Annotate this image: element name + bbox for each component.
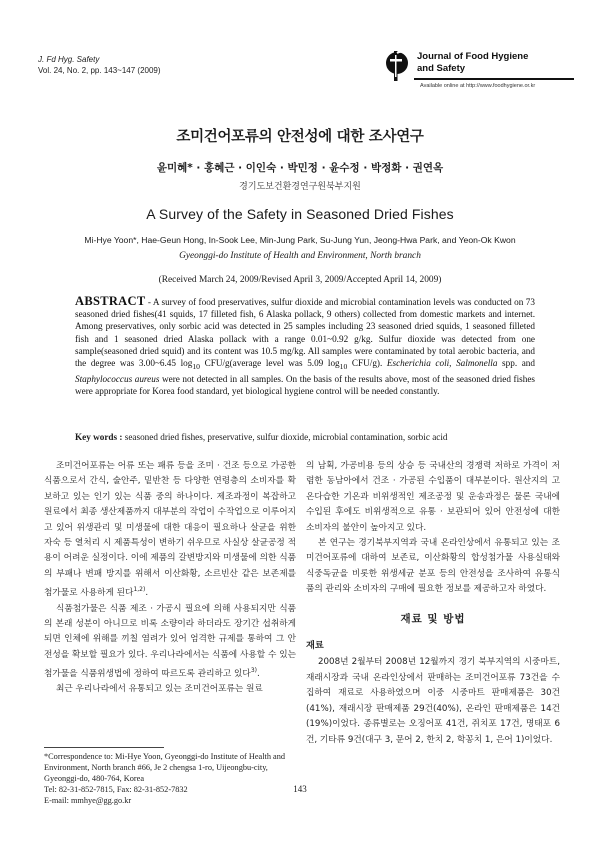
contact-phone: Tel: 82-31-852-7815, Fax: 82-31-852-7832	[44, 785, 188, 794]
received-dates: (Received March 24, 2009/Revised April 3, 2009/Accepted April 14, 2009)	[158, 275, 442, 285]
footnote	[44, 751, 296, 806]
authors-english: Mi-Hye Yoon*, Hae-Geun Hong, In-Sook Lee, Min-Jung Park, Su-Jung Yun, Jeong-Hwa Park, and Yeon-Ok Kwon	[84, 235, 516, 245]
paragraph-text: .	[145, 588, 149, 599]
contact-email: E-mail: mmhye@gg.go.kr	[44, 796, 132, 805]
abstract-text: CFU/g).	[347, 358, 387, 369]
section-heading: 재료 및 방법	[400, 612, 466, 625]
abstract-text: - A survey of food preservatives, sulfur dioxide and microbial contamination levels was conducted on 73 seasoned dried fishes(41 squids, 17 filleted fish, 6 Alaska pollack, 9 others) collected from domestic markets and internet. Among preservatives, only sorbic acid was detected in 25 samples including 23 seasoned dried squids, 1 seasoned filleted fish and 1 seasoned dried Alaska pollack with a range 0.01~0.92 g/kg. Sulfur dioxide was detected from one sample(seasoned dried squid) and its content was 10.5 mg/kg. All samples were contaminated by total aerobic bacteria, and the degree was 3.00~6.45 log	[75, 297, 535, 369]
paragraph-text: 식품첨가물은 식품 제조 · 가공시 필요에 의해 사용되지만 식품의 본래 성분이 아니므로 비록 소량이라 하더라도 장기간 섭취하게 되면 인체에 위해를 끼칠 염려가 있어 엄격한 규제를 통하여 그 안전성을 확보할 필요가 있다. 우리나라에서는 식품에 사용할 수 있는 첨가물을 식품위생법에 정하여 따르도록 관리하고 있다	[44, 603, 296, 680]
keywords-text: seasoned dried fishes, preservative, sulfur dioxide, microbial contamination, sorbic acid	[122, 432, 448, 442]
paragraph: 의 남획, 가공비용 등의 상승 등 국내산의 경쟁력 저하로 가격이 저렴한 동남아에서 건조 · 가공된 수입품이 대부분이다. 원산지의 고온다습한 기온과 비위생적인 제조공정 및 운송과정은 물론 국내에 수입된 후에도 비위생적으로 유통 · 보관되어 있어 안전성에 대한 소비자의 불안이 높아지고 있다.	[306, 461, 560, 533]
journal-logo-icon	[384, 45, 410, 85]
abstract-text: spp. and	[497, 358, 535, 369]
abstract-species: Escherichia coli, Salmonella	[386, 358, 498, 369]
journal-logo-title-line2: and Safety	[417, 63, 466, 74]
keywords-label: Key words :	[75, 432, 123, 442]
keywords	[75, 432, 535, 442]
page-number: 143	[293, 784, 307, 794]
paragraph: 본 연구는 경기북부지역과 국내 온라인상에서 유통되고 있는 조미건어포류에 대하여 보존료, 이산화황의 합성첨가물 사용실태와 식중독균을 비롯한 위생세균 분포 등의 안전성을 조사하여 유통식품의 관리와 소비자의 구매에 필요한 정보를 제공하고자 하였다.	[306, 538, 560, 595]
paragraph-text: .	[257, 669, 260, 680]
journal-url: Available online at http://www.foodhygiene.or.kr	[420, 83, 536, 89]
abstract-subscript: 10	[192, 361, 200, 371]
paragraph	[44, 459, 296, 602]
body-left-column	[44, 459, 296, 698]
journal-logo	[384, 45, 584, 101]
abstract-text: CFU/g(average level was 5.09 log	[199, 358, 340, 369]
paragraph: 2008년 2월부터 2008년 12월까지 경기 북부지역의 시중마트, 재래시장과 국내 온라인상에서 판매하는 조미건어포류 73건을 수집하여 재료로 사용하였으며 이중 시중마트 판매제품은 30건(41%), 재래시장 판매제품 29건(40%), 온라인 판매제품은 14건(19%)이었다. 종류별로는 오징어포 41건, 쥐치포 17건, 명태포 6건, 기타류 9건(대구 3, 문어 2, 한치 2, 학꽁치 1, 은어 1)이었다.	[306, 657, 560, 745]
paper-title-korean: 조미건어포류의 안전성에 대한 조사연구	[176, 129, 424, 145]
journal-reference	[38, 54, 161, 76]
body-right-column	[306, 459, 560, 748]
journal-abbrev: J. Fd Hyg. Safety	[38, 55, 100, 64]
citation: 3)	[250, 667, 257, 675]
volume-info: Vol. 24, No. 2, pp. 143~147 (2009)	[38, 66, 161, 75]
abstract-label: ABSTRACT	[75, 294, 146, 308]
authors-korean: 윤미혜* · 홍혜근 · 이인숙 · 박민정 · 윤수정 · 박정화 · 권연옥	[156, 162, 444, 174]
footnote-divider	[44, 747, 164, 748]
abstract-subscript: 10	[339, 361, 348, 371]
logo-divider	[414, 78, 574, 80]
abstract-text: were not detected in all samples. On the basis of the results above, most of the seasoned dried fishes were appropriate for Korea food standard, yet biological hygiene control will be needed constantly.	[75, 374, 535, 397]
affiliation-korean: 경기도보건환경연구원북부지원	[239, 182, 361, 192]
paragraph: 최근 우리나라에서 유통되고 있는 조미건어포류는 원료	[56, 684, 263, 695]
subsection-heading: 재료	[306, 640, 324, 652]
abstract-species: Staphylococcus aureus	[75, 374, 160, 385]
affiliation-english: Gyeonggi-do Institute of Health and Environment, North branch	[179, 251, 421, 261]
abstract	[75, 295, 535, 397]
paragraph-text: 조미건어포류는 어류 또는 패류 등을 조미 · 건조 등으로 가공한 식품으로서 간식, 술안주, 밑반찬 등 다양한 연령층의 소비자를 확보하고 있는 인기 있는 식품 중의 하나이다. 제조과정이 복잡하고 원료에서 최종 생산제품까지 대부분의 작업이 수작업으로 이루어지고 있어 위생관리 및 미생물에 대한 대응이 필요하나 살균을 위한 자숙 등 열처리 시 제품특성이 변하기 쉬우므로 사실상 살균공정 적용이 어려운 실정이다. 이에 제품의 갈변방지와 미생물에 의한 식품의 부패나 변패 방지를 위해서 이산화황, 소르빈산 같은 보존제를 첨가물로 사용하게 된다	[44, 461, 296, 599]
paragraph	[44, 602, 296, 683]
journal-logo-title	[417, 51, 528, 75]
correspondence: *Correspondence to: Mi-Hye Yoon, Gyeonggi-do Institute of Health and Environment, North branch #66, Je 2 chengsa 1-ro, Uijeongbu-city, Gyeonggi-do, 480-764, Korea	[44, 752, 286, 783]
citation: 1,2)	[133, 586, 146, 594]
paper-title-english: A Survey of the Safety in Seasoned Dried Fishes	[146, 206, 454, 222]
journal-logo-title-line1: Journal of Food Hygiene	[417, 51, 529, 62]
